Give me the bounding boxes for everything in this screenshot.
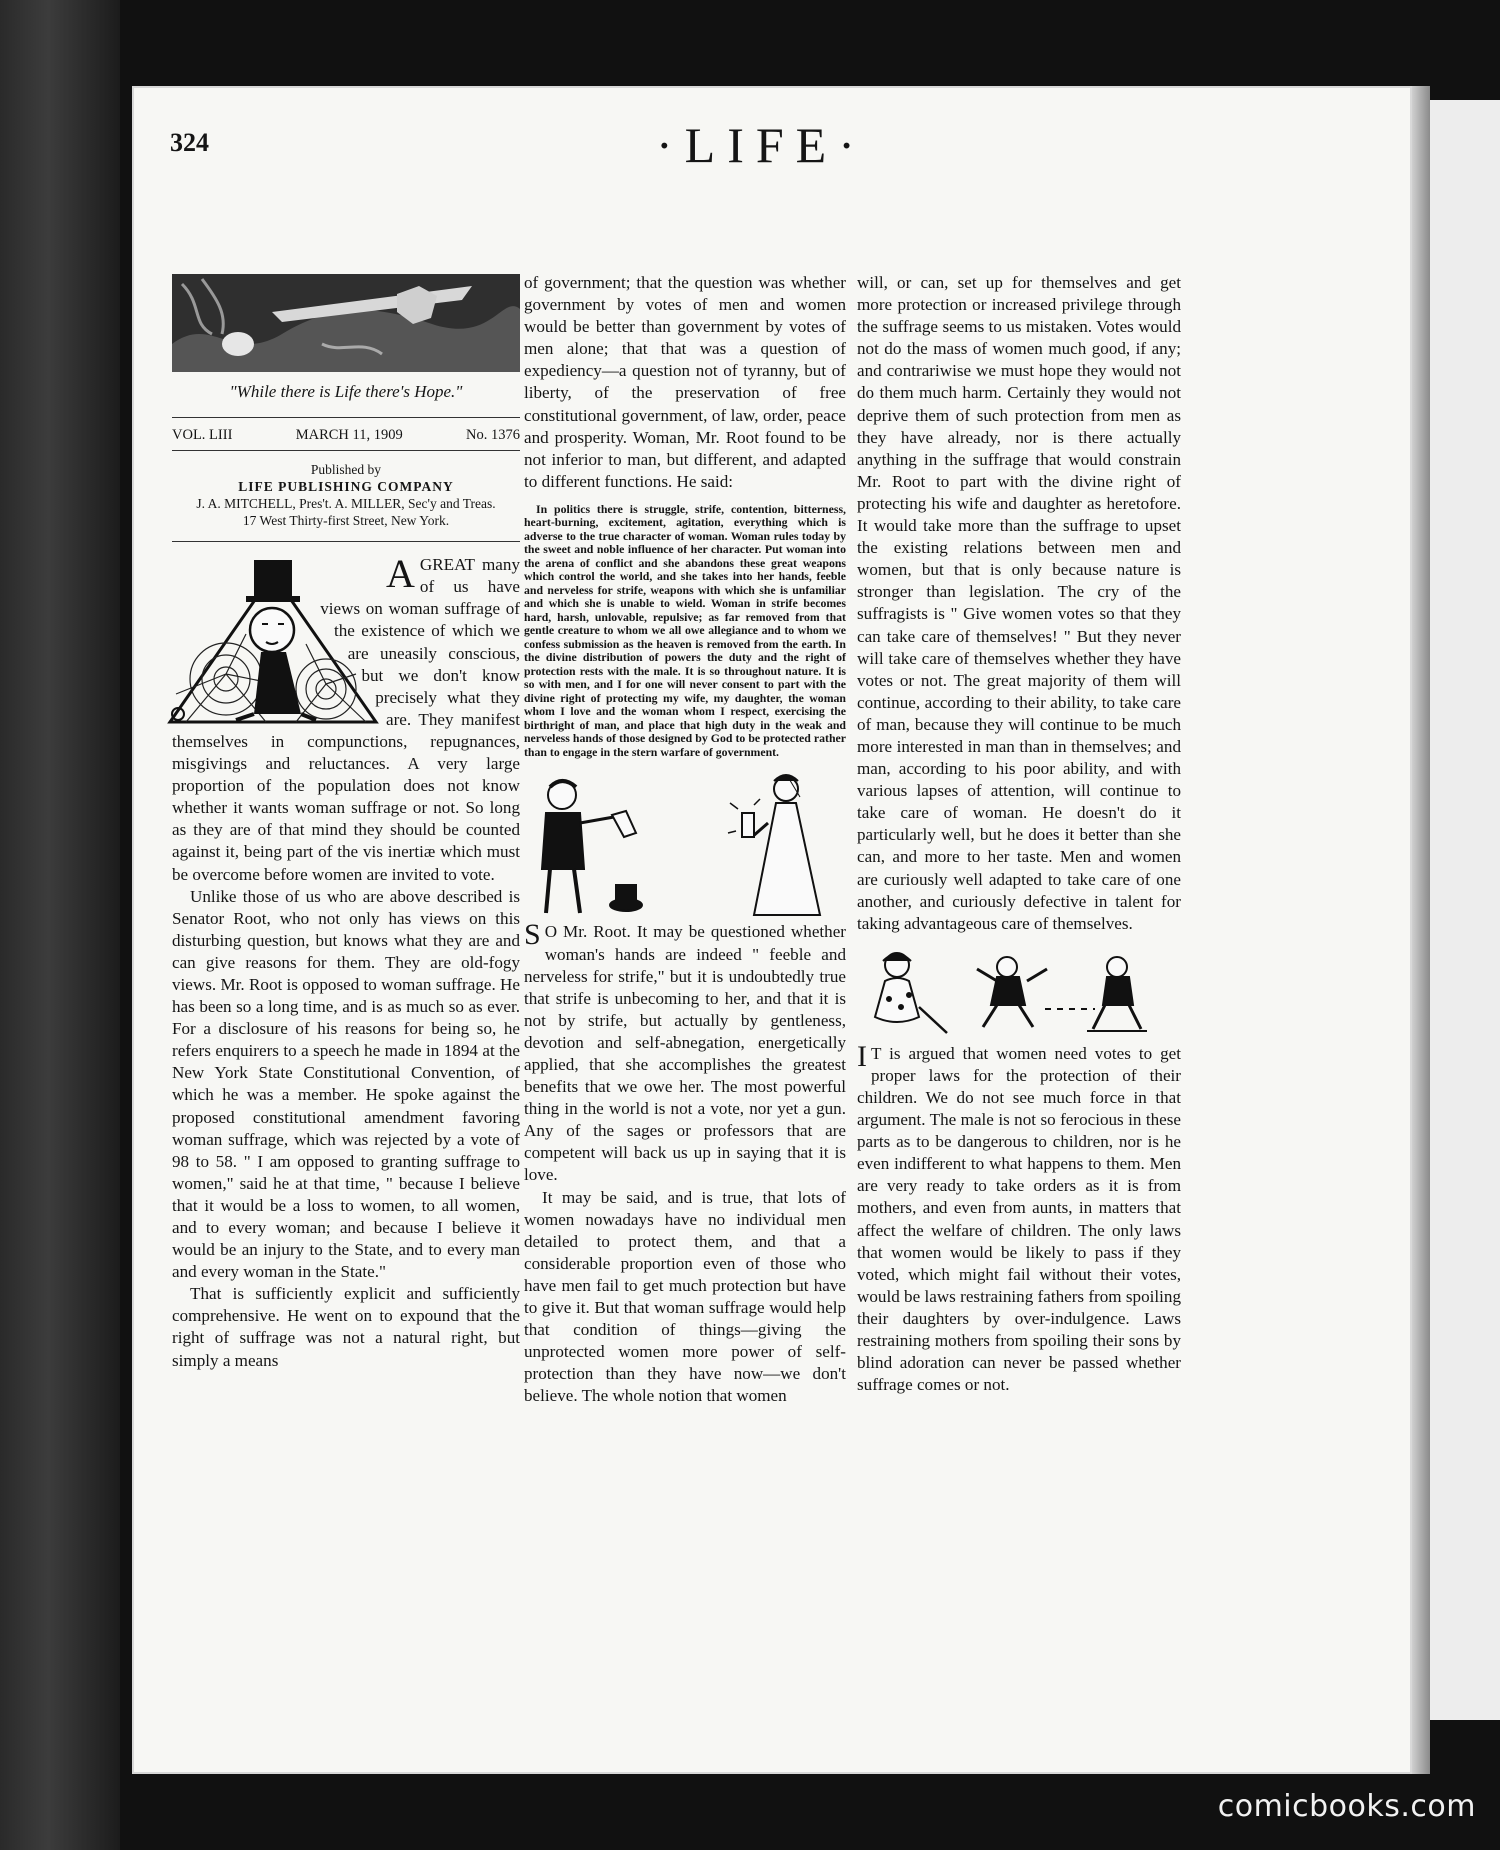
masthead-banner-illustration <box>172 274 520 372</box>
publisher-block <box>172 461 520 529</box>
paragraph-4: of government; that the question was whether government by votes of men and women would be better than government by votes of men alone; that that was a question of expediency—a question not of tyranny, but of liberty, of the preservation of free constitutional government, of law, order, peace and prosperity. Woman, Mr. Root found to be not inferior to man, but different, and adapted to different functions. He said: <box>524 273 846 491</box>
drop-initial-s: S <box>524 918 541 952</box>
watermark: comicbooks.com <box>1217 1789 1476 1824</box>
paragraph-3: That is sufficiently explicit and sufficiently comprehensive. He went on to expound that the right of suffrage was not a natural right, but simply a means <box>172 1284 520 1370</box>
volume: VOL. LIII <box>172 427 233 444</box>
issue-date: MARCH 11, 1909 <box>295 427 403 444</box>
banner-drawing <box>172 274 520 372</box>
publisher-officers: J. A. MITCHELL, Pres't. A. MILLER, Sec'y and Treas. <box>196 496 496 512</box>
paragraph-8 <box>857 1039 1181 1397</box>
man-and-woman-illustration <box>524 773 846 921</box>
volume-line <box>172 417 520 451</box>
drop-initial: A <box>386 551 415 597</box>
column-1 <box>172 274 520 1372</box>
scan-border-left <box>0 0 120 1850</box>
publisher-address: 17 West Thirty-first Street, New York. <box>242 513 450 529</box>
drop-initial-i: I <box>857 1039 867 1073</box>
publisher-name: LIFE PUBLISHING COMPANY <box>238 479 454 495</box>
paragraph-8-text: T is argued that women need votes to get proper laws for the protection of their children. We do not see much force in that argument. The male is not so ferocious in these parts as to be dangerous to children, nor is he even indifferent to what happens to them. Men are very ready to take orders as it is from mothers, and even from aunts, in matters that affect the welfare of children. The only laws that women would be likely to pass if they voted, which might fail without their votes, would be laws restraining fathers from spoiling their daughters by over-indulgence. Laws restraining mothers from spoiling their sons by blind adoration can never be passed whether suffrage comes or not. <box>857 1043 1181 1395</box>
paragraph-2: Unlike those of us who are above described is Senator Root, who not only has views on this disturbing question, but knows what they are and can give reasons for them. They are old-fogy views. Mr. Root is opposed to woman suffrage. He has been so a long time, and is as much so as ever. For a disclosure of his reasons for being so, he refers enquirers to a speech he made in 1894 at the New York State Constitutional Convention, of which he was a member. He spoke against the proposed constitutional amendment favoring woman suffrage, which was rejected by a vote of 98 to 58. " I am opposed to granting suffrage to women," said he at that time, " because I believe that it would be a loss to women, to all women, and to every woman; and because I believe it would be an injury to the State, and to every man and every woman in the State." <box>172 886 520 1282</box>
paragraph-7: will, or can, set up for themselves and get more protection or increased privilege through the suffrage seems to us mistaken. Votes would not do the mass of women much good, if any; and contrariwise we must hope they would not do them much harm. Certainly they would not deprive them of such protection from men as they have already, nor is there actually anything in the suffrage that would constrain Mr. Root to part with the divine right of protecting his wife and daughter as heretofore. It would take more than the suffrage to upset the existing relations between men and women, but that is only because nature is stronger than legislation. The cry of the suffragists is " Give women votes so that they can take care of themselves! " But they never will take care of themselves whether they have votes or not. The great majority of them will continue, according to their ability, to take care of man, because they will continue to be much more interested in man than in themselves; and man, according to his poor ability, and with various lapses of attention, will continue to take care of woman. He doesn't do it particularly well, but he does it better than she can, and more to her taste. Men and women are curiously well adapted to take care of one another, and curiously defective in talent for taking advantageous care of themselves. <box>857 273 1181 933</box>
paragraph-5-text: O Mr. Root. It may be questioned whether woman's hands are indeed " feeble and nerveless for strife," but it is undoubtedly true that strife is unbecoming to her, and that it is not by strife, but actually by gentleness, devotion and self-abnegation, energetically applied, that she accomplishes the greatest benefits that we owe her. The most powerful thing in the world is not a vote, nor yet a gun. Any of the sages or professors that are competent will back us up in saying that it is love. <box>524 922 846 1185</box>
column-2 <box>524 272 846 1408</box>
quote-text: In politics there is struggle, strife, contention, bitterness, heart-burning, excitement, agitation, everything which is adverse to the true character of woman. Woman rules today by the sweet and noble influence of her character. Put woman into the arena of conflict and she abandons these great weapons which control the world, and she takes into her hands, feeble and nerveless for strife, weapons with which she is unfamiliar and which she is unable to wield. Woman in strife becomes hard, harsh, unlovable, repulsive; as far removed from that gentle creature to whom we all owe allegiance and to whom we confess submission as the heaven is removed from the earth. In the divine distribution of powers the duty and the right of protection rests with the male. It is so throughout nature. It is so with men, and I for one will never consent to part with the divine right of protecting my wife, my daughter, the woman whom I love and the woman whom I respect, exercising the birthright of man, and place that high duty in the weak and nerveless hands of those designed by God to be protected rather than to engage in the stern warfare of government. <box>524 501 846 759</box>
root-speech-quote <box>524 503 846 760</box>
column-3 <box>857 272 1181 1396</box>
masthead-title: ·LIFE· <box>656 117 867 173</box>
divider <box>172 541 520 542</box>
published-by: Published by <box>310 462 382 478</box>
paragraph-1-text: GREAT many of us have views on woman suffrage of the existence of which we are uneasily conscious, but we don't know precisely what they are. They manifest themselves in compunctions, repugnances, misgivings and reluctances. A very large proportion of the population does not know whether it wants woman suffrage or not. So long as they are of that mind they should be counted against it, being part of the vis inertiæ which must be overcome before women are invited to vote. <box>172 555 520 884</box>
skating-children-illustration <box>857 947 1181 1037</box>
paragraph-5 <box>524 918 846 1186</box>
page-number: 324 <box>170 128 209 157</box>
issue-number: No. 1376 <box>466 427 520 444</box>
masthead-motto: "While there is Life there's Hope." <box>229 382 463 401</box>
page-gutter <box>1412 86 1430 1774</box>
paragraph-6: It may be said, and is true, that lots of women nowadays have no individual men detailed to protect them, and that a considerable proportion even of those who have men fail to get much protection but have to give it. But that woman suffrage would help that condition of things—giving the unprotected women more power of self-protection than they have now—we don't believe. The whole notion that women <box>524 1187 846 1406</box>
adjacent-page-edge <box>1430 100 1500 1720</box>
